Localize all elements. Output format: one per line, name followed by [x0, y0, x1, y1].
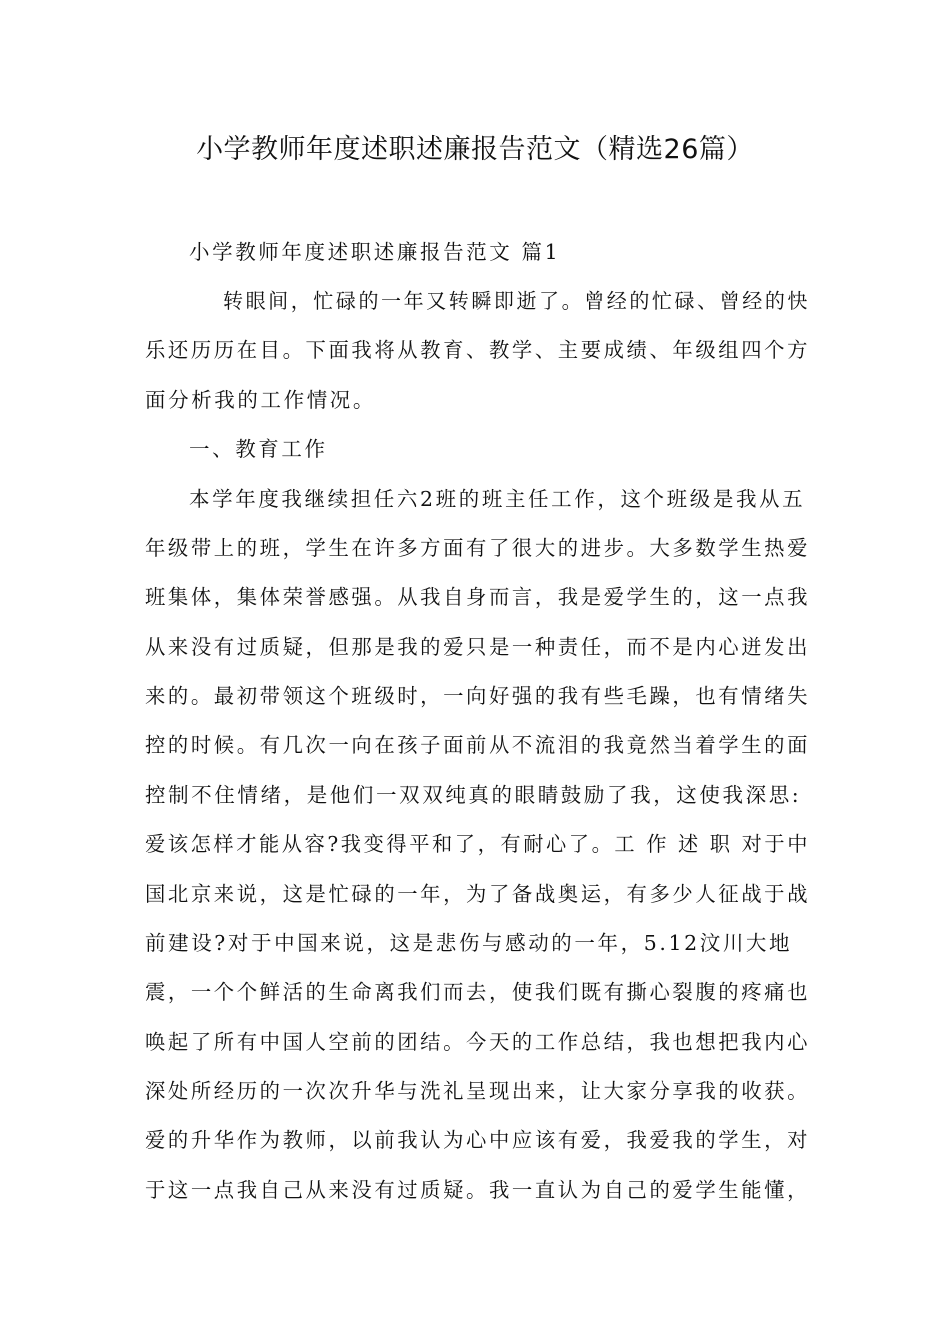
paragraph-line: 来的。最初带领这个班级时，一向好强的我有些毛躁，也有情绪失 — [145, 684, 811, 708]
paragraph-line: 前建设?对于中国来说，这是悲伤与感动的一年，5.12汶川大地 — [145, 931, 793, 955]
paragraph-line: 面分析我的工作情况。 — [145, 388, 376, 412]
document-title: 小学教师年度述职述廉报告范文（精选26篇） — [196, 134, 754, 165]
paragraph-line: 于这一点我自己从来没有过质疑。我一直认为自己的爱学生能懂， — [145, 1178, 811, 1202]
subsection-heading: 一、教育工作 — [189, 437, 328, 461]
paragraph-line: 控的时候。有几次一向在孩子面前从不流泪的我竟然当着学生的面 — [145, 733, 811, 757]
paragraph-line: 震，一个个鲜活的生命离我们而去，使我们既有撕心裂腹的疼痛也 — [145, 980, 811, 1004]
section-heading: 小学教师年度述职述廉报告范文 篇1 — [189, 240, 561, 264]
paragraph-line: 唤起了所有中国人空前的团结。今天的工作总结，我也想把我内心 — [145, 1030, 811, 1054]
paragraph-line: 控制不住情绪，是他们一双双纯真的眼睛鼓励了我，这使我深思: — [145, 783, 802, 807]
paragraph-line: 转眼间，忙碌的一年又转瞬即逝了。曾经的忙碌、曾经的快 — [223, 289, 810, 313]
paragraph-line: 爱的升华作为教师，以前我认为心中应该有爱，我爱我的学生，对 — [145, 1128, 811, 1152]
paragraph-line: 国北京来说，这是忙碌的一年，为了备战奥运，有多少人征战于战 — [145, 882, 811, 906]
paragraph-line: 乐还历历在目。下面我将从教育、教学、主要成绩、年级组四个方 — [145, 338, 811, 362]
paragraph-line: 深处所经历的一次次升华与洗礼呈现出来，让大家分享我的收获。 — [145, 1079, 811, 1103]
paragraph-line: 从来没有过质疑，但那是我的爱只是一种责任，而不是内心迸发出 — [145, 635, 811, 659]
paragraph-line: 爱该怎样才能从容?我变得平和了，有耐心了。工 作 述 职 对于中 — [145, 832, 811, 856]
paragraph-line: 本学年度我继续担任六2班的班主任工作，这个班级是我从五 — [189, 487, 806, 511]
paragraph-line: 年级带上的班，学生在许多方面有了很大的进步。大多数学生热爱 — [145, 536, 811, 560]
paragraph-line: 班集体，集体荣誉感强。从我自身而言，我是爱学生的，这一点我 — [145, 585, 811, 609]
